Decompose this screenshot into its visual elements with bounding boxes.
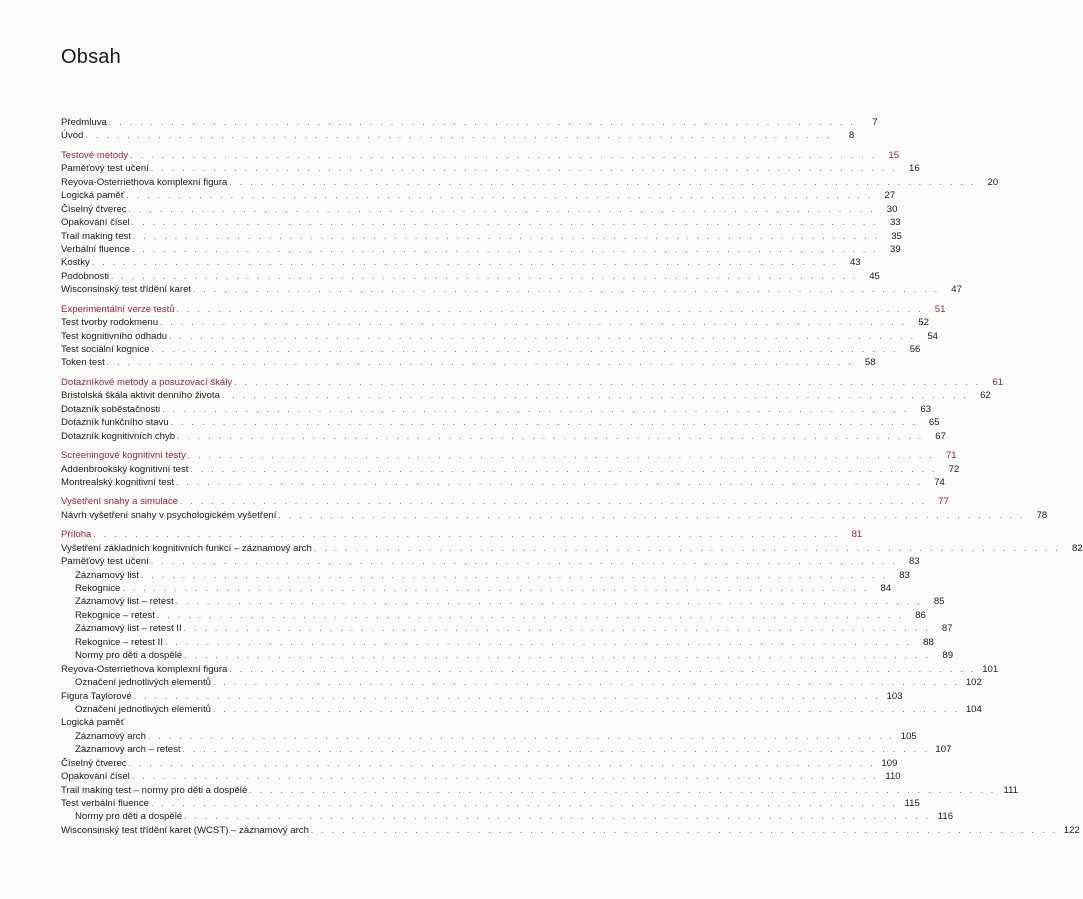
toc-entry xyxy=(61,622,953,635)
toc-entry xyxy=(61,463,960,476)
toc-entry xyxy=(61,730,917,743)
toc-page-number: 116 xyxy=(937,811,954,823)
toc-entry-label: Testové metody xyxy=(61,149,129,161)
toc-entry-label: Logická paměť xyxy=(61,717,125,729)
page-title: Obsah xyxy=(61,46,121,68)
toc-entry-label: Záznamový arch xyxy=(75,730,146,742)
toc-page-number: 107 xyxy=(935,744,952,756)
toc-leader-dots: . . . . . . . . . . . . . . . . . . . . . . . . . . . . . . . . . . . . . . . . . . . . . . . . . . . . . . . . . . . . . . . . . . . . . . . . xyxy=(151,345,899,354)
toc-entry-label: Trail making test – normy pro děti a dospělé xyxy=(61,784,248,796)
toc-entry-label: Test sociální kognice xyxy=(61,344,150,355)
toc-entry xyxy=(61,716,523,729)
toc-page-number: 83 xyxy=(909,556,920,568)
toc-leader-dots: . . . . . . . . . . . . . . . . . . . . . . . . . . . . . . . . . . . . . . . . . . . . . . . . . . . . . . . . . . . . . . . . . . . . . . . . xyxy=(221,391,969,401)
toc-entry-label: Reyova-Osterriethova komplexní figura xyxy=(61,663,228,675)
toc-page-number: 89 xyxy=(942,650,954,662)
toc-leader-dots: . . . . . . . . . . . . . . . . . . . . . . . . . . . . . . . . . . . . . . . . . . . . . . . . . . . . . . . . . . . . . . . . . . . . . . . . xyxy=(151,799,898,808)
toc-page-number: 102 xyxy=(965,677,982,689)
toc-section-heading xyxy=(61,528,863,541)
toc-entry-label: Reyova-Osterriethova komplexní figura xyxy=(61,176,228,188)
toc-leader-dots: . . . . . . . . . . . . . . . . . . . . . . . . . . . . . . . . . . . . . . . . . . . . . . . . . . . . . . . . . . . . . . . . . . . . . . . . xyxy=(106,358,854,368)
toc-entry-label: Paměťový test učení xyxy=(61,556,149,568)
toc-entry xyxy=(61,356,876,369)
toc-page-number: 51 xyxy=(934,303,946,315)
toc-page-number: 82 xyxy=(1071,542,1083,554)
toc-page-number: 54 xyxy=(927,330,938,342)
toc-entry xyxy=(61,555,920,568)
toc-leader-dots: . . . . . . . . . . . . . . . . . . . . . . . . . . . . . . . . . . . . . . . . . . . . . . . . . . . . . . . . . . . . . . . . . . . . . . . . xyxy=(133,231,880,241)
toc-entry-label: Montrealský kognitivní test xyxy=(61,476,175,488)
toc-entry-label: Vyšetření snahy a simulace xyxy=(61,496,178,508)
toc-entry xyxy=(61,663,999,676)
toc-entry-label: Rekognice xyxy=(75,583,121,594)
toc-entry xyxy=(61,743,952,756)
toc-page-number: 71 xyxy=(945,450,957,462)
toc-section-heading xyxy=(61,449,957,462)
toc-entry xyxy=(61,243,901,256)
toc-entry-label: Bristolská škála aktivit denního života xyxy=(61,390,220,402)
toc-section-heading xyxy=(61,376,1004,389)
toc-leader-dots: . . . . . . . . . . . . . . . . . . . . . . . . . . . . . . . . . . . . . . . . . . . . . . . . . . . . . . . . . . . . . . . . . . . . . . . . xyxy=(184,812,932,822)
toc-leader-dots: . . . . . . . . . . . . . . . . . . . . . . . . . . . . . . . . . . . . . . . . . . . . . . . . . . . . . . . . . . . . . . . . . . . . . . . . xyxy=(313,543,1061,553)
toc-entry xyxy=(61,797,920,810)
toc-leader-dots: . . . . . . . . . . . . . . . . . . . . . . . . . . . . . . . . . . . . . . . . . . . . . . . . . . . . . . . . . . . . . . . . . . . . . . . . xyxy=(176,304,924,314)
toc-entry-label: Záznamový list – retest xyxy=(75,596,174,608)
toc-entry xyxy=(61,389,991,402)
toc-entry xyxy=(61,430,946,443)
toc-page-number: 30 xyxy=(886,203,898,215)
toc-page-number: 20 xyxy=(987,176,999,188)
toc-entry-label: Dotazník funkčního stavu xyxy=(61,417,169,429)
toc-page-number: 58 xyxy=(864,357,876,369)
toc-entry-label: Normy pro děti a dospělé xyxy=(75,811,183,823)
toc-leader-dots: . . . . . . . . . . . . . . . . . . . . . . . . . . . . . . . . . . . . . . . . . . . . . . . . . . . . . . . . . . . . . . . . . . . . . . . . xyxy=(169,331,916,341)
toc-page-number: 65 xyxy=(928,417,940,429)
toc-entry-label: Záznamový arch – retest xyxy=(75,744,181,756)
toc-entry-label: Wisconsinský test třídění karet xyxy=(61,284,192,296)
toc-entry xyxy=(61,690,903,703)
toc-page-number: 85 xyxy=(933,596,945,608)
toc-entry-label: Opakování čísel xyxy=(61,217,130,229)
toc-entry xyxy=(61,203,898,216)
toc-entry-label: Rekognice – retest II xyxy=(75,636,163,648)
toc-page-number: 110 xyxy=(885,771,901,783)
toc-entry xyxy=(61,784,1019,797)
toc-entry xyxy=(61,676,982,689)
toc-leader-dots: . . . . . . . . . . . . . . . . . . . . . . . . . . . . . . . . . . . . . . . . . . . . . . . . . . . . . . . . . . . . . . . . . . . . . . . . xyxy=(183,624,931,634)
toc-page-number: 87 xyxy=(941,623,953,635)
toc-entry-label: Dotazníkové metody a posuzovací škály xyxy=(61,376,233,388)
toc-leader-dots: . . . . . . . . . . . . . . . . . . . . . . . . . . . . . . . . . . . . . . . . . . . . . . . . . . . . . . . . . . . . . . . . . . . . . . . . xyxy=(128,204,876,214)
toc-leader-dots: . . . . . . . . . . . . . . . . . . . . . . . . . . . . . . . . . . . . . . . . . . . . . . . . . . . . . . . . . . . . . . . . . . . . . . . . xyxy=(187,451,935,461)
toc-page-number: 105 xyxy=(900,730,917,742)
toc-leader-dots: . . . . . . . . . . . . . . . . . . . . . . . . . . . . . . . . . . . . . . . . . . . . . . . . . . . . . . . . . . . . . . . . . . . . . . . . xyxy=(170,418,918,428)
toc-leader-dots: . . . . . . . . . . . . . . . . . . . . . . . . . . . . . . . . . . . . . . . . . . . . . . . . . . . . . . . . . . . . . . . . . . . . . . . . xyxy=(111,271,858,281)
toc-entry xyxy=(61,270,880,283)
toc-page-number: 72 xyxy=(948,463,960,475)
toc-entry xyxy=(61,609,926,622)
toc-page-number: 83 xyxy=(899,569,910,581)
toc-leader-dots: . . . . . . . . . . . . . . . . . . . . . . . . . . . . . . . . . . . . . . . . . . . . . . . . . . . . . . . . . . . . . . . . . . . . . . . . xyxy=(310,825,1058,835)
toc-entry xyxy=(61,230,902,243)
toc-leader-dots: . . . . . . . . . . . . . . . . . . . . . . . . . . . . . . . . . . . . . . . . . . . . . . . . . . . . . . . . . . . . . . . . . . . . . . . . xyxy=(190,464,938,474)
toc-page-number: 67 xyxy=(935,430,946,442)
toc-leader-dots: . . . . . . . . . . . . . . . . . . . . . . . . . . . . . . . . . . . . . . . . . . . . . . . . . . . . . . . . . . . . . . . . . . . . . . . . xyxy=(229,177,977,187)
toc-leader-dots: . . . . . . . . . . . . . . . . . . . . . . . . . . . . . . . . . . . . . . . . . . . . . . . . . . . . . . . . . . . . . . . . . . . . . . . . xyxy=(278,510,1026,520)
toc-page-number: 109 xyxy=(881,757,898,769)
toc-leader-dots: . . . . . . . . . . . . . . . . . . . . . . . . . . . . . . . . . . . . . . . . . . . . . . . . . . . . . . . . . . . . . . . . . . . . . . . . xyxy=(234,377,982,387)
toc-section-heading xyxy=(61,303,946,316)
toc-entry-label: Normy pro děti a dospělé xyxy=(75,650,183,662)
toc-page-number: 8 xyxy=(848,130,855,142)
toc-section-heading xyxy=(61,149,900,162)
toc-entry xyxy=(61,416,940,429)
toc-entry xyxy=(61,129,855,142)
toc-leader-dots: . . . . . . . . . . . . . . . . . . . . . . . . . . . . . . . . . . . . . . . . . . . . . . . . . . . . . . . . . . . . . . . . . . . . . . . . xyxy=(122,584,870,593)
toc-entry xyxy=(61,649,954,662)
toc-entry xyxy=(61,189,896,202)
toc-entry-label: Figura Taylorové xyxy=(61,690,132,702)
toc-leader-dots: . . . . . . . . . . . . . . . . . . . . . . . . . . . . . . . . . . . . . . . . . . . . . . . . . . . . . . . . . . . . . . . . . . . . . . . . xyxy=(182,745,930,755)
toc-entry-label: Dotazník soběstačnosti xyxy=(61,403,161,415)
toc-leader-dots: . . . . . . . . . . . . . . . . . . . . . . . . . . . . . . . . . . . . . . . . . . . . . . . . . . . . . . . . . . . . . . . . . . . . . . . . xyxy=(179,497,927,507)
toc-entry-label: Screeningové kognitivní testy xyxy=(61,450,186,462)
toc-leader-dots: . . . . . . . . . . . . . . . . . . . . . . . . . . . . . . . . . . . . . . . . . . . . . . . . . . . . . . . . . . . . . . . . . . . . . . . . xyxy=(91,258,839,268)
toc-leader-dots: . . . . . . . . . . . . . . . . . . . . . . . . . . . . . . . . . . . . . . . . . . . . . . . . . . . . . . . . . . . . . . . . . . . . . . . . xyxy=(133,691,881,701)
toc-leader-dots: . . . . . . . . . . . . . . . . . . . . . . . . . . . . . . . . . . . . . . . . . . . . . . . . . . . . . . . . . . . . . . . . . . . . . . . . xyxy=(213,678,960,688)
toc-page-number: 27 xyxy=(884,190,896,202)
toc-entry-label: Označení jednotlivých elementů xyxy=(75,677,211,689)
toc-leader-dots: . . . . . . . . . . . . . . . . . . . . . . . . . . . . . . . . . . . . . . . . . . . . . . . . . . . . . . . . . . . . . . . . . . . . . . . . xyxy=(150,557,898,567)
toc-entry-label: Označení jednotlivých elementů xyxy=(75,703,211,715)
toc-entry xyxy=(61,162,920,175)
toc-entry xyxy=(61,256,861,269)
toc-page-number: 43 xyxy=(849,257,861,269)
toc-page-number: 47 xyxy=(951,284,962,296)
toc-entry xyxy=(61,542,1083,555)
table-of-contents xyxy=(61,116,1083,837)
toc-leader-dots: . . . . . . . . . . . . . . . . . . . . . . . . . . . . . . . . . . . . . . . . . . . . . . . . . . . . . . . . . . . . . . . . . . . . . . . . xyxy=(229,664,977,674)
toc-page-number: 39 xyxy=(889,243,901,255)
toc-entry xyxy=(61,582,892,595)
toc-entry xyxy=(61,569,910,582)
toc-page-number: 74 xyxy=(934,476,945,488)
toc-entry-label: Kostky xyxy=(61,257,90,269)
toc-page-number: 88 xyxy=(923,636,934,648)
toc-entry xyxy=(61,116,878,129)
toc-entry-label: Test kognitivního odhadu xyxy=(61,330,168,342)
toc-leader-dots: . . . . . . . . . . . . . . . . . . . . . . . . . . . . . . . . . . . . . . . . . . . . . . . . . . . . . . . . . . . . . . . . . . . . . . . . xyxy=(131,244,879,254)
toc-entry-label: Wisconsinský test třídění karet (WCST) – záznamový arch xyxy=(61,824,309,836)
toc-entry-label: Číselný čtverec xyxy=(61,203,127,215)
toc-entry-label: Logická paměť xyxy=(61,190,125,202)
toc-page-number: 122 xyxy=(1063,824,1080,836)
toc-entry-label: Vyšetření základních kognitivních funkcí – záznamový arch xyxy=(61,542,312,554)
toc-entry-label: Addenbrookský kognitivní test xyxy=(61,463,189,475)
toc-entry xyxy=(61,595,945,608)
toc-leader-dots: . . . . . . . . . . . . . . . . . . . . . . . . . . . . . . . . . . . . . . . . . . . . . . . . . . . . . . . . . . . . . . . . . . . . . . . . xyxy=(130,150,878,160)
toc-page-number: 78 xyxy=(1036,509,1048,521)
toc-page-number: 84 xyxy=(880,583,892,594)
toc-page-number: 15 xyxy=(888,149,900,161)
toc-page-number: 35 xyxy=(891,230,902,242)
toc-leader-dots: . . . . . . . . . . . . . . . . . . . . . . . . . . . . . . . . . . . . . . . . . . . . . . . . . . . . . . . . . . . . . . . . . . . . . . . . xyxy=(85,131,833,141)
toc-page-number: 111 xyxy=(1003,784,1019,796)
toc-leader-dots: . . . . . . . . . . . . . . . . . . . . . . . . . . . . . . . . . . . . . . . . . . . . . . . . . . . . . . . . . . . . . . . . . . . . . . . . xyxy=(193,285,940,295)
toc-entry-label: Číselný čtverec xyxy=(61,757,127,769)
toc-page-number: 33 xyxy=(889,217,901,229)
toc-entry xyxy=(61,509,1048,522)
toc-entry xyxy=(61,176,999,189)
toc-page-number: 103 xyxy=(886,690,903,702)
toc-leader-dots: . . . . . . . . . . . . . . . . . . . . . . . . . . . . . . . . . . . . . . . . . . . . . . . . . . . . . . . . . . . . . . . . . . . . . . . . xyxy=(126,191,874,201)
toc-page-number: 77 xyxy=(938,496,949,508)
toc-leader-dots: . . . . . . . . . . . . . . . . . . . . . . . . . . . . . . . . . . . . . . . . . . . . . . . . . . . . . . . . . . . . . . . . . . . . . . . . xyxy=(176,477,923,487)
toc-entry xyxy=(61,810,954,823)
toc-entry xyxy=(61,216,901,229)
toc-leader-dots: . . . . . . . . . . . . . . . . . . . . . . . . . . . . . . . . . . . . . . . . . . . . . . . . . . . . . . . . . . . . . . . . . . . . . . . . xyxy=(213,704,960,714)
toc-entry xyxy=(61,403,932,416)
toc-entry xyxy=(61,283,962,296)
toc-entry-label: Záznamový list xyxy=(75,569,139,581)
toc-leader-dots: . . . . . . . . . . . . . . . . . . . . . . . . . . . . . . . . . . . . . . . . . . . . . . . . . . . . . . . . . . . . . . . . . . . . . . . . xyxy=(131,218,879,228)
toc-leader-dots: . . . . . . . . . . . . . . . . . . . . . . . . . . . . . . . . . . . . . . . . . . . . . . . . . . . . . . . . . . . . . . . . . . . . . . . . xyxy=(140,570,888,580)
toc-entry-label: Experimentální verze testů xyxy=(61,303,175,315)
toc-entry xyxy=(61,343,921,356)
toc-entry-label: Verbální fluence xyxy=(61,243,130,255)
toc-page-number: 81 xyxy=(851,529,863,541)
toc-entry-label: Token test xyxy=(61,357,105,369)
toc-leader-dots: . . . . . . . . . . . . . . . . . . . . . . . . . . . . . . . . . . . . . . . . . . . . . . . . . . . . . . . . . . . . . . . . . . . . . . . . xyxy=(165,637,912,647)
toc-entry-label: Test tvorby rodokmenu xyxy=(61,317,159,329)
toc-entry-label: Úvod xyxy=(61,130,84,142)
toc-leader-dots: . . . . . . . . . . . . . . . . . . . . . . . . . . . . . . . . . . . . . . . . . . . . . . . . . . . . . . . . . . . . . . . . . . . . . . . . xyxy=(150,164,898,174)
toc-leader-dots: . . . . . . . . . . . . . . . . . . . . . . . . . . . . . . . . . . . . . . . . . . . . . . . . . . . . . . . . . . . . . . . . . . . . . . . . xyxy=(147,731,895,741)
toc-page-number: 115 xyxy=(904,798,920,809)
toc-leader-dots: . . . . . . . . . . . . . . . . . . . . . . . . . . . . . . . . . . . . . . . . . . . . . . . . . . . . . . . . . . . . . . . . . . . . . . . . xyxy=(175,597,923,607)
toc-entry-label: Rekognice – retest xyxy=(75,609,155,621)
toc-page-number: 101 xyxy=(982,663,999,675)
toc-page-number: 104 xyxy=(965,703,982,715)
toc-entry-label: Podobnosti xyxy=(61,270,110,282)
toc-entry-label: Návrh vyšetření snahy v psychologickém vyšetření xyxy=(61,509,277,521)
toc-entry-label: Trail making test xyxy=(61,230,132,242)
toc-section-heading xyxy=(61,495,949,508)
toc-entry xyxy=(61,330,938,343)
toc-leader-dots: . . . . . . . . . . . . . . . . . . . . . . . . . . . . . . . . . . . . . . . . . . . . . . . . . . . . . . . . . . . . . . . . . . . . . . . . xyxy=(128,758,876,768)
toc-page-number: 52 xyxy=(918,317,929,329)
toc-leader-dots: . . . . . . . . . . . . . . . . . . . . . . . . . . . . . . . . . . . . . . . . . . . . . . . . . . . . . . . . . . . . . . . . . . . . . . . . xyxy=(177,431,924,441)
toc-entry-label: Záznamový list – retest II xyxy=(75,623,182,635)
toc-entry xyxy=(61,824,1080,837)
toc-page-number: 62 xyxy=(980,390,991,402)
toc-entry xyxy=(61,757,898,770)
toc-page-number: 7 xyxy=(872,117,878,128)
toc-entry-label: Dotazník kognitivních chyb xyxy=(61,430,176,442)
toc-entry xyxy=(61,770,901,783)
toc-entry xyxy=(61,636,934,649)
toc-entry-label: Paměťový test učení xyxy=(61,163,149,175)
toc-page-number: 63 xyxy=(920,403,932,415)
toc-leader-dots: . . . . . . . . . . . . . . . . . . . . . . . . . . . . . . . . . . . . . . . . . . . . . . . . . . . . . . . . . . . . . . . . . . . . . . . . xyxy=(93,530,841,540)
toc-entry xyxy=(61,476,945,489)
toc-page-number: 86 xyxy=(915,609,926,621)
toc-entry-label: Opakování čísel xyxy=(61,771,130,783)
toc-leader-dots: . . . . . . . . . . . . . . . . . . . . . . . . . . . . . . . . . . . . . . . . . . . . . . . . . . . . . . . . . . . . . . . . . . . . . . . . xyxy=(249,785,997,795)
toc-entry-label: Předmluva xyxy=(61,117,107,128)
toc-entry xyxy=(61,316,929,329)
toc-page-number: 45 xyxy=(869,270,880,282)
toc-page-number: 61 xyxy=(992,376,1004,388)
toc-entry-label: Příloha xyxy=(61,529,92,541)
toc-entry xyxy=(61,703,982,716)
toc-page-number: 16 xyxy=(909,163,920,175)
toc-leader-dots: . . . . . . . . . . . . . . . . . . . . . . . . . . . . . . . . . . . . . . . . . . . . . . . . . . . . . . . . . . . . . . . . . . . . . . . . xyxy=(162,404,910,414)
toc-leader-dots: . . . . . . . . . . . . . . . . . . . . . . . . . . . . . . . . . . . . . . . . . . . . . . . . . . . . . . . . . . . . . . . . . . . . . . . . xyxy=(157,610,904,620)
toc-entry-label: Test verbální fluence xyxy=(61,798,149,809)
toc-leader-dots: . . . . . . . . . . . . . . . . . . . . . . . . . . . . . . . . . . . . . . . . . . . . . . . . . . . . . . . . . . . . . . . . . . . . . . . . xyxy=(184,651,932,661)
toc-leader-dots: . . . . . . . . . . . . . . . . . . . . . . . . . . . . . . . . . . . . . . . . . . . . . . . . . . . . . . . . . . . . . . . . . . . . . . . . xyxy=(160,318,907,328)
toc-page-number: 56 xyxy=(909,344,921,355)
toc-leader-dots: . . . . . . . . . . . . . . . . . . . . . . . . . . . . . . . . . . . . . . . . . . . . . . . . . . . . . . . . . . . . . . . . . . . . . . . . xyxy=(131,772,879,782)
toc-leader-dots: . . . . . . . . . . . . . . . . . . . . . . . . . . . . . . . . . . . . . . . . . . . . . . . . . . . . . . . . . . . . . . . . . . . . . . . . xyxy=(108,118,856,127)
